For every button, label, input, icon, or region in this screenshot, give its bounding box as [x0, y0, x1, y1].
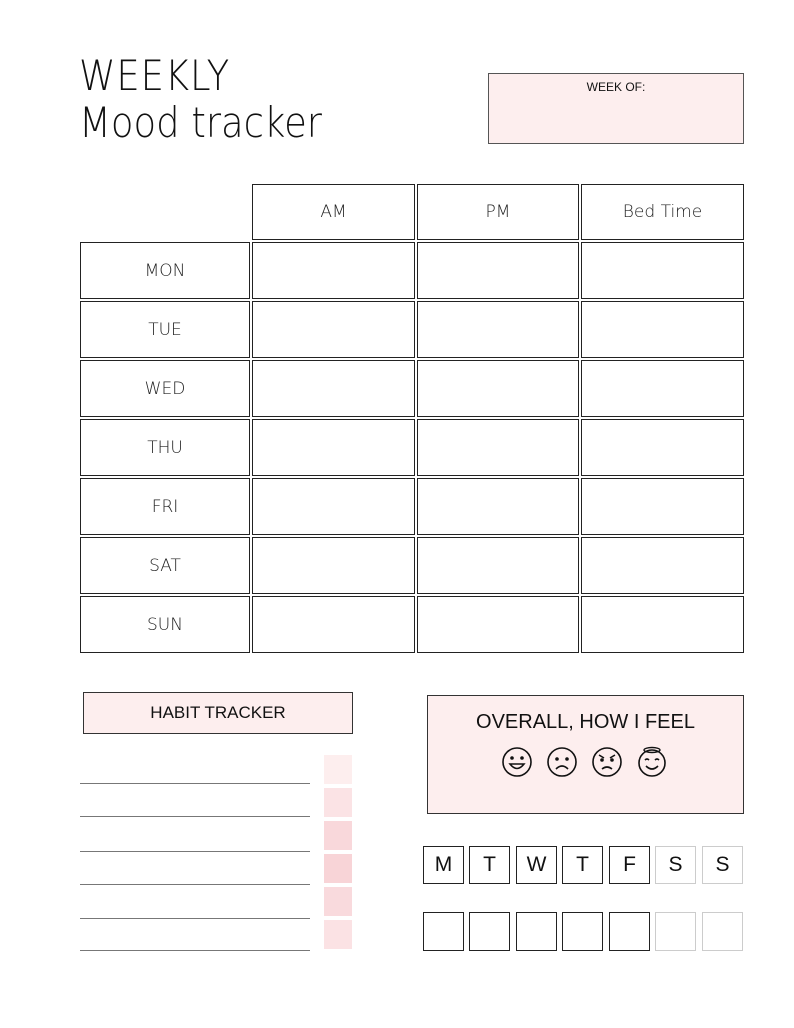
weekday-box-sat[interactable] — [655, 912, 696, 951]
mood-cell-sat-pm[interactable] — [417, 537, 579, 594]
week-of-box[interactable] — [488, 73, 744, 144]
weekday-box-tue[interactable] — [469, 912, 510, 951]
weekday-letter-sat: S — [655, 846, 696, 884]
day-label-fri: FRI — [80, 478, 250, 535]
mood-cell-sun-pm[interactable] — [417, 596, 579, 653]
mood-cell-sun-am[interactable] — [252, 596, 415, 653]
mood-cell-sat-bedtime[interactable] — [581, 537, 744, 594]
day-label-wed: WED — [80, 360, 250, 417]
mood-cell-fri-bedtime[interactable] — [581, 478, 744, 535]
weekday-letter-thu: T — [562, 846, 603, 884]
overall-feel-box — [427, 695, 744, 814]
weekday-box-fri[interactable] — [609, 912, 650, 951]
mood-cell-wed-bedtime[interactable] — [581, 360, 744, 417]
mood-cell-tue-pm[interactable] — [417, 301, 579, 358]
habit-tracker-label: HABIT TRACKER — [150, 703, 286, 722]
mood-cell-sun-bedtime[interactable] — [581, 596, 744, 653]
mood-cell-fri-pm[interactable] — [417, 478, 579, 535]
title-weekly: WEEKLY — [79, 51, 231, 100]
weekday-letter-wed: W — [516, 846, 557, 884]
weekday-letter-sun: S — [702, 846, 743, 884]
weekday-letter-fri: F — [609, 846, 650, 884]
habit-line-4[interactable] — [80, 884, 310, 885]
mood-cell-wed-pm[interactable] — [417, 360, 579, 417]
mood-cell-fri-am[interactable] — [252, 478, 415, 535]
week-of-label: WEEK OF: — [586, 80, 646, 94]
column-header-pm: PM — [417, 184, 579, 240]
weekday-letter-tue: T — [469, 846, 510, 884]
weekday-box-sun[interactable] — [702, 912, 743, 951]
weekday-letter-mon: M — [423, 846, 464, 884]
habit-square-6[interactable] — [324, 920, 352, 949]
mood-cell-mon-bedtime[interactable] — [581, 242, 744, 299]
weekday-box-mon[interactable] — [423, 912, 464, 951]
title-mood-tracker: Mood tracker — [79, 98, 323, 147]
habit-line-3[interactable] — [80, 851, 310, 852]
habit-square-5[interactable] — [324, 887, 352, 916]
sad-face-icon[interactable] — [546, 746, 578, 778]
column-header-bed-time: Bed Time — [581, 184, 744, 240]
habit-line-6[interactable] — [80, 950, 310, 951]
habit-square-3[interactable] — [324, 821, 352, 850]
habit-square-4[interactable] — [324, 854, 352, 883]
column-header-am: AM — [252, 184, 415, 240]
happy-face-icon[interactable] — [501, 746, 533, 778]
content-face-icon[interactable] — [636, 746, 668, 778]
weekday-box-thu[interactable] — [562, 912, 603, 951]
habit-line-2[interactable] — [80, 816, 310, 817]
mood-cell-wed-am[interactable] — [252, 360, 415, 417]
habit-square-1[interactable] — [324, 755, 352, 784]
day-label-tue: TUE — [80, 301, 250, 358]
habit-tracker-header — [83, 692, 353, 734]
habit-line-1[interactable] — [80, 783, 310, 784]
mood-cell-tue-am[interactable] — [252, 301, 415, 358]
mood-cell-tue-bedtime[interactable] — [581, 301, 744, 358]
mood-cell-thu-bedtime[interactable] — [581, 419, 744, 476]
angry-face-icon[interactable] — [591, 746, 623, 778]
mood-cell-mon-am[interactable] — [252, 242, 415, 299]
day-label-sun: SUN — [80, 596, 250, 653]
day-label-thu: THU — [80, 419, 250, 476]
day-label-sat: SAT — [80, 537, 250, 594]
mood-cell-mon-pm[interactable] — [417, 242, 579, 299]
mood-cell-sat-am[interactable] — [252, 537, 415, 594]
weekday-box-wed[interactable] — [516, 912, 557, 951]
overall-feel-label: OVERALL, HOW I FEEL — [476, 711, 695, 733]
habit-square-2[interactable] — [324, 788, 352, 817]
habit-line-5[interactable] — [80, 918, 310, 919]
mood-cell-thu-pm[interactable] — [417, 419, 579, 476]
mood-cell-thu-am[interactable] — [252, 419, 415, 476]
day-label-mon: MON — [80, 242, 250, 299]
